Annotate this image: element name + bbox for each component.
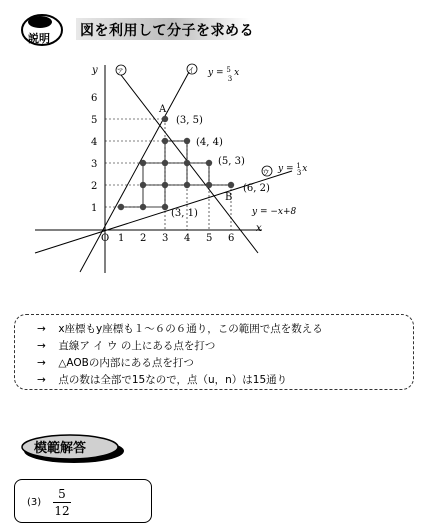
lattice-point — [162, 160, 168, 166]
point-a-coord: (3, 5) — [176, 115, 203, 126]
answer-box — [14, 479, 152, 523]
x-tick-5: 5 — [206, 233, 213, 244]
x-tick-2: 2 — [140, 233, 147, 244]
y-tick-2: 2 — [91, 181, 98, 192]
point-31-coord: (3, 1) — [171, 208, 198, 219]
lattice-point — [118, 204, 124, 210]
note-text: △AOBの内部にある点を打つ — [58, 357, 194, 369]
equation-i: y = $^5$ 3x — [208, 66, 240, 83]
lattice-point — [140, 182, 146, 188]
note-row — [37, 372, 287, 387]
note-text: 直線ア イ ウ の上にある点を打つ — [58, 340, 216, 352]
lattice-point — [184, 160, 190, 166]
explanation-notes — [14, 314, 414, 390]
lattice-point — [140, 204, 146, 210]
y-tick-6: 6 — [91, 93, 98, 104]
coordinate-graph — [30, 55, 320, 285]
arrow-icon: → — [37, 323, 46, 335]
answer-fraction — [53, 487, 71, 518]
note-row — [37, 338, 215, 353]
x-tick-4: 4 — [184, 233, 191, 244]
x-tick-1: 1 — [118, 233, 125, 244]
y-tick-4: 4 — [91, 137, 98, 148]
equation-a: y = −x+8 — [252, 207, 297, 217]
point-a-name: A — [159, 104, 167, 115]
origin-label: O — [101, 233, 110, 244]
lattice-point — [162, 182, 168, 188]
note-row — [37, 321, 323, 336]
badge-text: 模範解答 — [34, 441, 87, 456]
lattice-point — [184, 182, 190, 188]
lattice-point — [184, 138, 190, 144]
lattice-point — [228, 182, 234, 188]
x-tick-3: 3 — [162, 233, 169, 244]
lattice-point — [206, 160, 212, 166]
note-text: x座標もy座標も１〜６の６通り，この範囲で点を数える — [58, 323, 323, 335]
lattice-point — [162, 138, 168, 144]
arrow-icon: → — [37, 357, 46, 369]
answer-numerator: 5 — [58, 487, 66, 501]
point-44-coord: (4, 4) — [196, 137, 223, 148]
lattice-point — [140, 160, 146, 166]
model-answer-badge — [18, 432, 128, 466]
arrow-icon: → — [37, 340, 46, 352]
y-tick-1: 1 — [91, 203, 98, 214]
marker-a: ア — [116, 67, 124, 76]
point-b-name: B — [225, 192, 233, 203]
lattice-point — [206, 182, 212, 188]
point-b-coord: (6, 2) — [243, 183, 270, 194]
y-axis-label: y — [92, 65, 98, 76]
note-text: 点の数は全部で15なので，点（u，n）は15通り — [58, 374, 288, 386]
lattice-point — [162, 204, 168, 210]
x-axis-label: x — [256, 223, 262, 234]
marker-i: イ — [187, 66, 195, 75]
y-tick-5: 5 — [91, 115, 98, 126]
lattice-point — [162, 116, 168, 122]
note-row — [37, 355, 194, 370]
point-53-coord: (5, 3) — [218, 156, 245, 167]
x-tick-6: 6 — [228, 233, 235, 244]
y-tick-3: 3 — [91, 159, 98, 170]
logo-text: 説明 — [28, 32, 50, 45]
explanation-logo — [20, 12, 72, 48]
arrow-icon: → — [37, 374, 46, 386]
fraction-bar — [53, 502, 71, 503]
answer-denominator: 12 — [54, 504, 70, 518]
equation-u: y = $^1$ 3x — [278, 162, 308, 177]
marker-u: ウ — [262, 168, 270, 177]
page-title: 図を利用して分子を求める — [80, 23, 254, 39]
answer-label: (3) — [27, 497, 42, 508]
